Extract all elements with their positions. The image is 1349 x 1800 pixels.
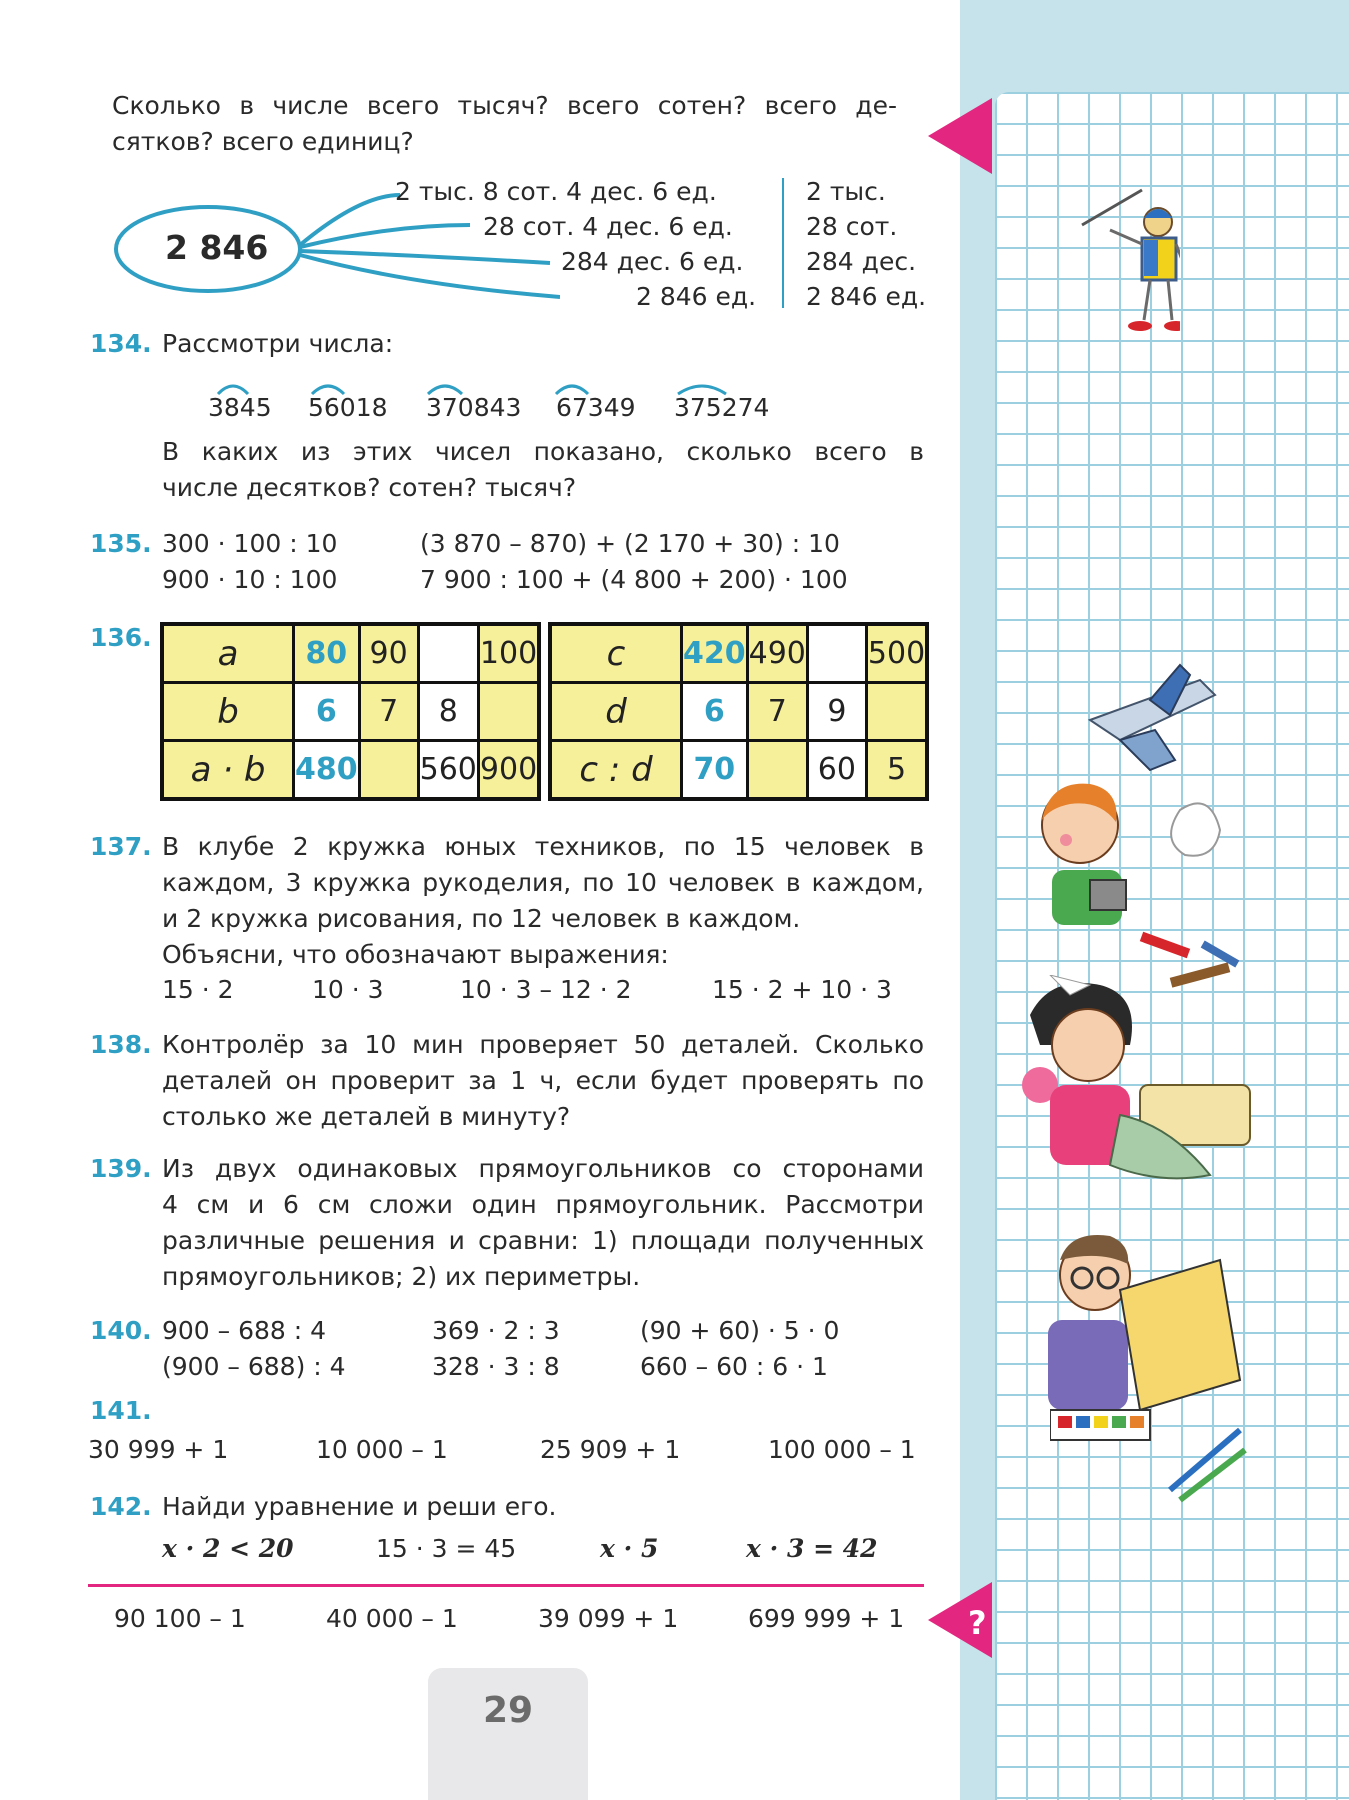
ex137-expr-2: 10 · 3 [312, 975, 384, 1004]
ex140-expr-6: 660 – 60 : 6 · 1 [640, 1352, 828, 1381]
table-cell: 100 [478, 624, 539, 683]
ex141-expr-4: 100 000 – 1 [768, 1435, 916, 1464]
ex138-line-1: Контролёр за 10 мин проверяет 50 деталей. Сколько [162, 1030, 924, 1059]
breakdown-row-2: 28 сот. 4 дес. 6 ед. [483, 212, 733, 241]
ex141-expr-2: 10 000 – 1 [316, 1435, 448, 1464]
table-row [550, 624, 927, 683]
ex140-expr-5: 328 · 3 : 8 [432, 1352, 560, 1381]
table-cell: 500 [866, 624, 927, 683]
table-cell [418, 624, 478, 683]
total-units: 2 846 ед. [806, 282, 927, 311]
robot-pointer-illustration [1060, 180, 1180, 350]
table-cell-label: c : d [550, 741, 682, 800]
number-3845: 3845 [208, 393, 272, 422]
connector-line-2 [300, 225, 470, 247]
table-cell: 90 [359, 624, 418, 683]
ex137-line-2: каждом, 3 кружка рукоделия, по 10 человек в каждом, [162, 868, 924, 897]
number-370843: 370843 [426, 393, 522, 422]
footer-expr-1: 90 100 – 1 [114, 1604, 246, 1633]
ex139-line-4: прямоугольников; 2) их периметры. [162, 1262, 641, 1291]
total-thousands: 2 тыс. [806, 177, 886, 206]
table-cell: 900 [478, 741, 539, 800]
table-cell: 480 [294, 741, 360, 800]
table-row [162, 624, 539, 683]
footer-divider [88, 1584, 924, 1587]
table-cell: 6 [294, 683, 360, 741]
exercise-number-136: 136. [90, 623, 152, 652]
exercise-number-135: 135. [90, 529, 152, 558]
ex139-text [162, 1151, 924, 1295]
ex142-expr-3: x · 5 [600, 1534, 659, 1563]
ex140-expr-4: (900 – 688) : 4 [162, 1352, 346, 1381]
ex138-text [162, 1027, 924, 1135]
ex137-line-3: и 2 кружка рисования, по 12 человек в каждом. [162, 904, 801, 933]
table-cell: 80 [294, 624, 360, 683]
ex138-line-3: столько же деталей в минуту? [162, 1102, 571, 1131]
ex135-expr-3: 900 · 10 : 100 [162, 565, 338, 594]
footer-expr-4: 699 999 + 1 [748, 1604, 905, 1633]
table-cell: 420 [682, 624, 748, 683]
table-cell [866, 683, 927, 741]
breakdown-row-1: 2 тыс. 8 сот. 4 дес. 6 ед. [395, 177, 717, 206]
number-375274: 375274 [674, 393, 770, 422]
ex134-title: Рассмотри числа: [162, 329, 394, 358]
pink-marker-top [928, 98, 992, 174]
table-cell: 490 [747, 624, 807, 683]
footer-expr-2: 40 000 – 1 [326, 1604, 458, 1633]
ex134-question-line-2: числе десятков? сотен? тысяч? [162, 473, 577, 502]
ex141-expr-3: 25 909 + 1 [540, 1435, 681, 1464]
paint-box-illustration [1050, 1400, 1250, 1510]
breakdown-row-3: 284 дес. 6 ед. [561, 247, 744, 276]
exercise-number-142: 142. [90, 1492, 152, 1521]
table-cell: 70 [682, 741, 748, 800]
ex136-table-2 [548, 622, 929, 801]
footer-expr-3: 39 099 + 1 [538, 1604, 679, 1633]
table-cell: 6 [682, 683, 748, 741]
ex136-table-1 [160, 622, 541, 801]
ex140-expr-1: 900 – 688 : 4 [162, 1316, 327, 1345]
ex141-expr-1: 30 999 + 1 [88, 1435, 229, 1464]
boy-drawing-illustration [1020, 1220, 1250, 1420]
ex137-expr-3: 10 · 3 – 12 · 2 [460, 975, 632, 1004]
intro-question [112, 88, 897, 160]
table-cell-label: b [162, 683, 294, 741]
table-cell: 560 [418, 741, 478, 800]
ex135-expr-4: 7 900 : 100 + (4 800 + 200) · 100 [420, 565, 848, 594]
table-cell [747, 741, 807, 800]
ex137-expr-4: 15 · 2 + 10 · 3 [712, 975, 892, 1004]
girl-sewing-illustration [1010, 975, 1260, 1195]
divider-line [782, 178, 784, 308]
exercise-number-137: 137. [90, 832, 152, 861]
table-cell [478, 683, 539, 741]
ex134-question-line-1: В каких из этих чисел показано, сколько всего в [162, 437, 924, 466]
table-cell-label: c [550, 624, 682, 683]
exercise-number-141: 141. [90, 1396, 152, 1425]
table-cell: 5 [866, 741, 927, 800]
ex142-expr-1: x · 2 < 20 [162, 1534, 294, 1563]
breakdown-row-4: 2 846 ед. [636, 282, 757, 311]
total-tens: 284 дес. [806, 247, 917, 276]
ex134-question [162, 434, 924, 506]
table-row [162, 741, 539, 800]
exercise-number-139: 139. [90, 1154, 152, 1183]
table-row [550, 683, 927, 741]
ex140-expr-3: (90 + 60) · 5 · 0 [640, 1316, 840, 1345]
table-cell-label: a · b [162, 741, 294, 800]
table-cell: 7 [359, 683, 418, 741]
ex142-title: Найди уравнение и реши его. [162, 1492, 557, 1521]
exercise-number-140: 140. [90, 1316, 152, 1345]
ex135-expr-1: 300 · 100 : 10 [162, 529, 338, 558]
ex137-line-1: В клубе 2 кружка юных техников, по 15 человек в [162, 832, 924, 861]
table-cell: 60 [807, 741, 866, 800]
table-cell-label: d [550, 683, 682, 741]
pointer-stick [1082, 190, 1142, 225]
oval-number: 2 846 [165, 228, 269, 267]
intro-line-1: Сколько в числе всего тысяч? всего сотен? всего де- [112, 91, 897, 120]
table-cell: 9 [807, 683, 866, 741]
table-cell: 7 [747, 683, 807, 741]
question-mark-icon: ? [968, 1604, 987, 1642]
ex137-text [162, 829, 924, 973]
ex138-line-2: деталей он проверит за 1 ч, если будет проверять по [162, 1066, 924, 1095]
total-hundreds: 28 сот. [806, 212, 898, 241]
connector-line-3 [300, 251, 550, 263]
ex140-expr-2: 369 · 2 : 3 [432, 1316, 560, 1345]
table-cell [807, 624, 866, 683]
page-number: 29 [482, 1690, 534, 1731]
intro-line-2: сятков? всего единиц? [112, 127, 414, 156]
exercise-number-138: 138. [90, 1030, 152, 1059]
number-67349: 67349 [556, 393, 636, 422]
table-row [550, 741, 927, 800]
ex139-line-3: различные решения и сравни: 1) площади полученных [162, 1226, 924, 1255]
ex139-line-2: 4 см и 6 см сложи один прямоугольник. Рассмотри [162, 1190, 924, 1219]
ex139-line-1: Из двух одинаковых прямоугольников со сторонами [162, 1154, 924, 1183]
ex135-expr-2: (3 870 – 870) + (2 170 + 30) : 10 [420, 529, 840, 558]
number-56018: 56018 [308, 393, 388, 422]
table-row [162, 683, 539, 741]
boy-with-robot-illustration [1010, 770, 1240, 940]
ex137-line-4: Объясни, что обозначают выражения: [162, 940, 669, 969]
ex142-expr-2: 15 · 3 = 45 [376, 1534, 517, 1563]
table-cell-label: a [162, 624, 294, 683]
ex142-expr-4: x · 3 = 42 [746, 1534, 878, 1563]
page-number-tab [428, 1668, 588, 1800]
table-cell [359, 741, 418, 800]
table-cell: 8 [418, 683, 478, 741]
exercise-number-134: 134. [90, 329, 152, 358]
ex137-expr-1: 15 · 2 [162, 975, 234, 1004]
